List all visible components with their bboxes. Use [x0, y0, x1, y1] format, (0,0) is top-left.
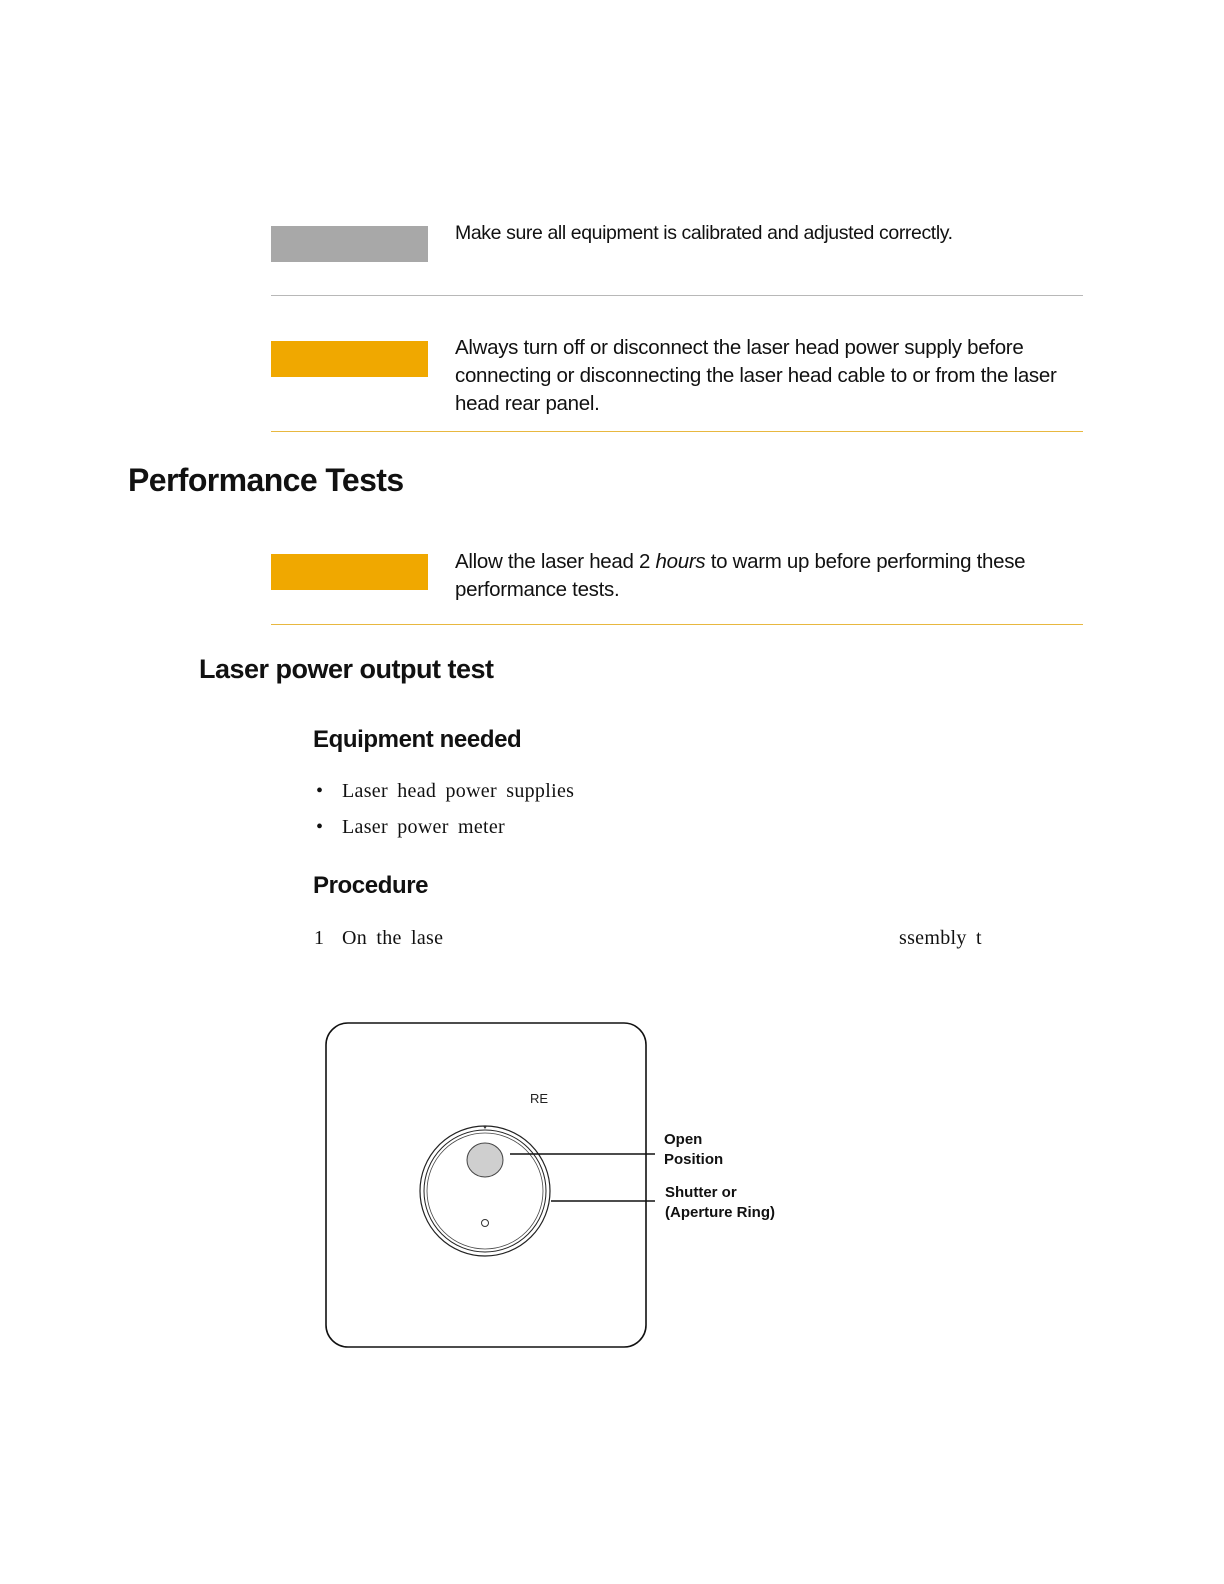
list-item [313, 812, 574, 848]
callout-open-position [664, 1130, 723, 1170]
list-item-text: Laser power meter [342, 816, 506, 838]
step-number: 1 [314, 927, 325, 949]
caution-text [455, 548, 1095, 604]
list-item-text: Laser head power supplies [342, 780, 575, 802]
callout-line2: (Aperture Ring) [665, 1204, 775, 1221]
step-text-end: ssembly t [899, 927, 982, 949]
panel-label: RE [530, 1091, 549, 1106]
callout-line2: Position [664, 1151, 724, 1168]
section-title: Performance Tests [128, 462, 404, 498]
callout-shutter [665, 1183, 775, 1223]
subsection-title: Laser power output test [199, 654, 494, 684]
equipment-heading: Equipment needed [313, 726, 522, 753]
list-item [313, 776, 574, 812]
caution-text-before: Allow the laser head 2 [455, 550, 656, 573]
divider [271, 295, 1083, 296]
callout-line1: Open [664, 1131, 703, 1148]
divider [271, 624, 1083, 625]
step-text-start: On the lase [342, 927, 444, 949]
divider [271, 431, 1083, 432]
bullet-icon: • [316, 780, 324, 802]
small-hole [482, 1220, 489, 1227]
bullet-icon: • [316, 816, 324, 838]
note-text: Make sure all equipment is calibrated and adjusted correctly. [455, 222, 953, 244]
caution-bar [271, 554, 428, 590]
caution-text-emphasis: hours [655, 550, 706, 573]
laser-head-rear-panel-figure [318, 1015, 798, 1355]
caution-text-after: to warm up before performing these performance tests. [455, 550, 1026, 601]
callout-line1: Shutter or [665, 1184, 737, 1201]
procedure-heading: Procedure [313, 872, 429, 899]
note-bar [271, 226, 428, 262]
caution-text: Always turn off or disconnect the laser head power supply before connecting or disconnecting the laser head cable to or from the laser head rear panel. [455, 336, 1057, 415]
panel-outline [326, 1023, 646, 1347]
equipment-list [313, 776, 574, 848]
open-position-aperture [467, 1143, 503, 1177]
caution-bar [271, 341, 428, 377]
